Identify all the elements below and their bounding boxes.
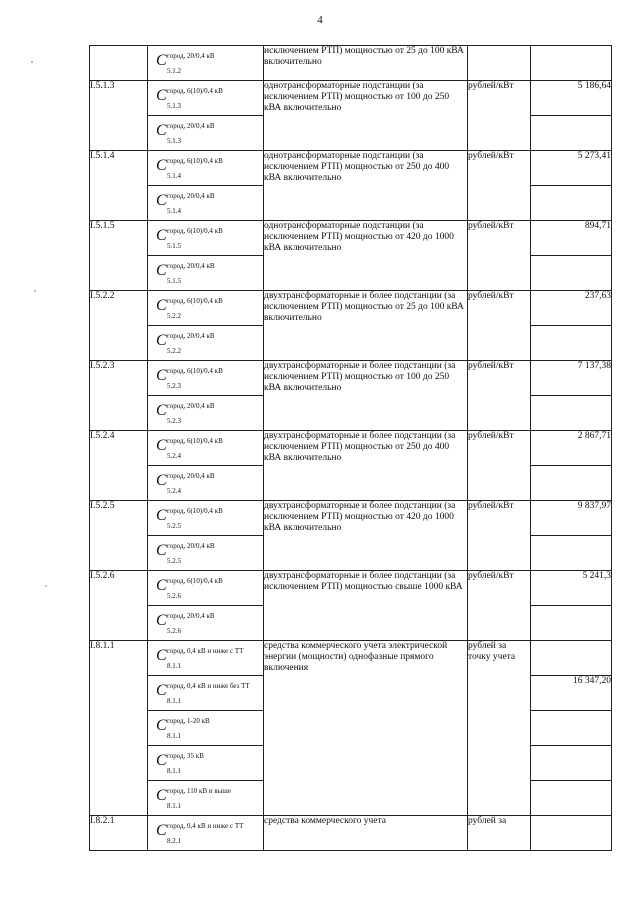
coefficient-symbol [156, 816, 263, 850]
table-row [90, 571, 612, 606]
coefficient-letter: C [156, 577, 167, 594]
coefficient-superscript: город, 6(10)/0,4 кВ [167, 87, 223, 95]
row-value [531, 186, 612, 221]
coefficient-cell [148, 606, 264, 641]
row-code: I.5.1.5 [90, 221, 148, 291]
row-description: однотрансформаторные подстанции (за исключением РТП) мощностью от 100 до 250 кВА включительно [264, 81, 468, 151]
coefficient-letter: C [156, 332, 167, 349]
row-value [531, 536, 612, 571]
row-unit: рублей/кВт [468, 221, 531, 291]
coefficient-superscript: город, 6(10)/0,4 кВ [167, 297, 223, 305]
scan-speck [45, 585, 47, 587]
coefficient-cell [148, 781, 264, 816]
coefficient-superscript: город, 6(10)/0,4 кВ [167, 577, 223, 585]
coefficient-cell [148, 466, 264, 501]
coefficient-cell [148, 501, 264, 536]
coefficient-letter: C [156, 157, 167, 174]
table-row [90, 221, 612, 256]
coefficient-subscript: 5.2.2 [167, 347, 181, 355]
row-value [531, 781, 612, 816]
row-unit: рублей/кВт [468, 151, 531, 221]
coefficient-symbol [156, 151, 263, 185]
row-value [531, 816, 612, 851]
coefficient-subscript: 5.1.4 [167, 172, 181, 180]
row-unit: рублей/кВт [468, 81, 531, 151]
row-value [531, 606, 612, 641]
row-unit: рублей/кВт [468, 291, 531, 361]
coefficient-cell [148, 291, 264, 326]
coefficient-letter: C [156, 52, 167, 69]
coefficient-letter: C [156, 227, 167, 244]
row-value: 5 186,64 [531, 81, 612, 116]
coefficient-superscript: город, 0,4 кВ и ниже без ТТ [167, 682, 250, 690]
row-code [90, 46, 148, 81]
coefficient-superscript: город, 20/0,4 кВ [167, 542, 215, 550]
coefficient-symbol [156, 676, 263, 710]
row-code: I.5.1.3 [90, 81, 148, 151]
coefficient-superscript: город, 20/0,4 кВ [167, 402, 215, 410]
row-code: I.8.2.1 [90, 816, 148, 851]
coefficient-cell [148, 186, 264, 221]
row-description: средства коммерческого учета [264, 816, 468, 851]
coefficient-cell [148, 361, 264, 396]
row-description: двухтрансформаторные и более подстанции (за исключением РТП) мощностью свыше 1000 кВА [264, 571, 468, 641]
coefficient-cell [148, 221, 264, 256]
coefficient-cell [148, 431, 264, 466]
coefficient-symbol [156, 326, 263, 360]
row-code: I.8.1.1 [90, 641, 148, 816]
coefficient-superscript: город, 0,4 кВ и ниже с ТТ [167, 647, 244, 655]
row-value [531, 746, 612, 781]
row-value: 16 347,20 [531, 676, 612, 711]
coefficient-cell [148, 81, 264, 116]
coefficient-symbol [156, 641, 263, 675]
coefficient-subscript: 5.1.3 [167, 102, 181, 110]
coefficient-letter: C [156, 822, 167, 839]
coefficient-letter: C [156, 402, 167, 419]
row-value [531, 396, 612, 431]
coefficient-subscript: 5.2.5 [167, 557, 181, 565]
table-row [90, 151, 612, 186]
row-code: I.5.2.2 [90, 291, 148, 361]
coefficient-letter: C [156, 787, 167, 804]
row-value: 5 273,41 [531, 151, 612, 186]
row-value [531, 256, 612, 291]
row-code: I.5.1.4 [90, 151, 148, 221]
coefficient-cell [148, 641, 264, 676]
coefficient-subscript: 8.1.1 [167, 802, 181, 810]
coefficient-subscript: 5.2.4 [167, 452, 181, 460]
row-description: однотрансформаторные подстанции (за исключением РТП) мощностью от 420 до 1000 кВА включительно [264, 221, 468, 291]
table-row [90, 641, 612, 676]
coefficient-subscript: 8.2.1 [167, 837, 181, 845]
coefficient-superscript: город, 20/0,4 кВ [167, 472, 215, 480]
coefficient-subscript: 8.1.1 [167, 732, 181, 740]
coefficient-superscript: город, 20/0,4 кВ [167, 122, 215, 130]
coefficient-superscript: город, 6(10)/0,4 кВ [167, 157, 223, 165]
coefficient-subscript: 5.1.4 [167, 207, 181, 215]
row-unit: рублей за [468, 816, 531, 851]
coefficient-symbol [156, 711, 263, 745]
row-description: двухтрансформаторные и более подстанции (за исключением РТП) мощностью от 420 до 1000 кВА включительно [264, 501, 468, 571]
coefficient-cell [148, 746, 264, 781]
scan-speck [34, 290, 36, 292]
row-value [531, 326, 612, 361]
coefficient-subscript: 8.1.1 [167, 662, 181, 670]
row-value [531, 711, 612, 746]
coefficient-symbol [156, 606, 263, 640]
coefficient-subscript: 5.1.5 [167, 242, 181, 250]
coefficient-letter: C [156, 437, 167, 454]
coefficient-cell [148, 571, 264, 606]
coefficient-subscript: 5.2.4 [167, 487, 181, 495]
coefficient-symbol [156, 256, 263, 290]
coefficient-cell [148, 711, 264, 746]
coefficient-subscript: 5.2.6 [167, 627, 181, 635]
row-value: 5 241,3 [531, 571, 612, 606]
coefficient-subscript: 5.1.2 [167, 67, 181, 75]
coefficient-letter: C [156, 367, 167, 384]
coefficient-subscript: 5.1.3 [167, 137, 181, 145]
coefficient-letter: C [156, 717, 167, 734]
row-description: исключением РТП) мощностью от 25 до 100 кВА включительно [264, 46, 468, 81]
table-row [90, 46, 612, 81]
coefficient-subscript: 5.1.5 [167, 277, 181, 285]
coefficient-cell [148, 676, 264, 711]
coefficient-letter: C [156, 87, 167, 104]
row-description: двухтрансформаторные и более подстанции (за исключением РТП) мощностью от 100 до 250 кВА включительно [264, 361, 468, 431]
coefficient-letter: C [156, 472, 167, 489]
coefficient-symbol [156, 116, 263, 150]
coefficient-letter: C [156, 262, 167, 279]
table-row [90, 431, 612, 466]
coefficient-symbol [156, 536, 263, 570]
coefficient-symbol [156, 396, 263, 430]
table-row [90, 291, 612, 326]
coefficient-symbol [156, 221, 263, 255]
table-row [90, 501, 612, 536]
coefficient-subscript: 5.2.3 [167, 382, 181, 390]
table-row [90, 361, 612, 396]
row-unit [468, 46, 531, 81]
coefficient-symbol [156, 781, 263, 815]
coefficient-subscript: 8.1.1 [167, 697, 181, 705]
coefficient-subscript: 5.2.2 [167, 312, 181, 320]
coefficient-subscript: 8.1.1 [167, 767, 181, 775]
coefficient-symbol [156, 571, 263, 605]
coefficient-subscript: 5.2.3 [167, 417, 181, 425]
row-description: двухтрансформаторные и более подстанции (за исключением РТП) мощностью от 250 до 400 кВА включительно [264, 431, 468, 501]
coefficient-letter: C [156, 122, 167, 139]
row-value [531, 641, 612, 676]
coefficient-letter: C [156, 192, 167, 209]
page-number: 4 [317, 14, 323, 26]
coefficient-superscript: город, 20/0,4 кВ [167, 52, 215, 60]
coefficient-cell [148, 816, 264, 851]
row-unit: рублей/кВт [468, 431, 531, 501]
coefficient-superscript: город, 35 кВ [167, 752, 204, 760]
coefficient-letter: C [156, 542, 167, 559]
coefficient-letter: C [156, 507, 167, 524]
coefficient-letter: C [156, 752, 167, 769]
coefficient-symbol [156, 81, 263, 115]
coefficient-cell [148, 396, 264, 431]
coefficient-cell [148, 536, 264, 571]
coefficient-superscript: город, 110 кВ и выше [167, 787, 231, 795]
coefficient-subscript: 5.2.5 [167, 522, 181, 530]
row-code: I.5.2.5 [90, 501, 148, 571]
coefficient-cell [148, 151, 264, 186]
row-unit: рублей/кВт [468, 571, 531, 641]
row-code: I.5.2.4 [90, 431, 148, 501]
coefficient-symbol [156, 186, 263, 220]
coefficient-symbol [156, 466, 263, 500]
coefficient-superscript: город, 6(10)/0,4 кВ [167, 227, 223, 235]
row-value: 237,63 [531, 291, 612, 326]
coefficient-symbol [156, 501, 263, 535]
coefficient-letter: C [156, 297, 167, 314]
coefficient-superscript: город, 20/0,4 кВ [167, 192, 215, 200]
coefficient-symbol [156, 746, 263, 780]
coefficient-letter: C [156, 612, 167, 629]
coefficient-superscript: город, 20/0,4 кВ [167, 332, 215, 340]
coefficient-letter: C [156, 647, 167, 664]
row-value: 894,71 [531, 221, 612, 256]
row-value: 7 137,38 [531, 361, 612, 396]
row-value [531, 116, 612, 151]
row-description: средства коммерческого учета электрической энергии (мощности) однофазные прямого включения [264, 641, 468, 816]
row-value [531, 466, 612, 501]
coefficient-superscript: город, 1-20 кВ [167, 717, 210, 725]
row-description: двухтрансформаторные и более подстанции (за исключением РТП) мощностью от 25 до 100 кВА включительно [264, 291, 468, 361]
coefficient-symbol [156, 361, 263, 395]
row-value: 2 867,71 [531, 431, 612, 466]
row-description: однотрансформаторные подстанции (за исключением РТП) мощностью от 250 до 400 кВА включительно [264, 151, 468, 221]
coefficient-cell [148, 256, 264, 291]
table-body [90, 46, 612, 851]
table-row [90, 81, 612, 116]
scan-speck [31, 61, 33, 63]
coefficient-superscript: город, 20/0,4 кВ [167, 262, 215, 270]
coefficient-superscript: город, 6(10)/0,4 кВ [167, 437, 223, 445]
row-unit: рублей/кВт [468, 501, 531, 571]
coefficient-cell [148, 46, 264, 81]
row-code: I.5.2.3 [90, 361, 148, 431]
coefficient-superscript: город, 20/0,4 кВ [167, 612, 215, 620]
coefficient-symbol [156, 431, 263, 465]
coefficient-superscript: город, 6(10)/0,4 кВ [167, 507, 223, 515]
row-value [531, 46, 612, 81]
coefficient-superscript: город, 0,4 кВ и ниже с ТТ [167, 822, 244, 830]
tariff-table [89, 45, 612, 851]
row-unit: рублей/кВт [468, 361, 531, 431]
coefficient-subscript: 5.2.6 [167, 592, 181, 600]
table-row [90, 816, 612, 851]
coefficient-cell [148, 116, 264, 151]
coefficient-symbol [156, 46, 263, 80]
coefficient-letter: C [156, 682, 167, 699]
coefficient-superscript: город, 6(10)/0,4 кВ [167, 367, 223, 375]
row-unit: рублей за точку учета [468, 641, 531, 816]
row-value: 9 837,97 [531, 501, 612, 536]
coefficient-cell [148, 326, 264, 361]
row-code: I.5.2.6 [90, 571, 148, 641]
coefficient-symbol [156, 291, 263, 325]
